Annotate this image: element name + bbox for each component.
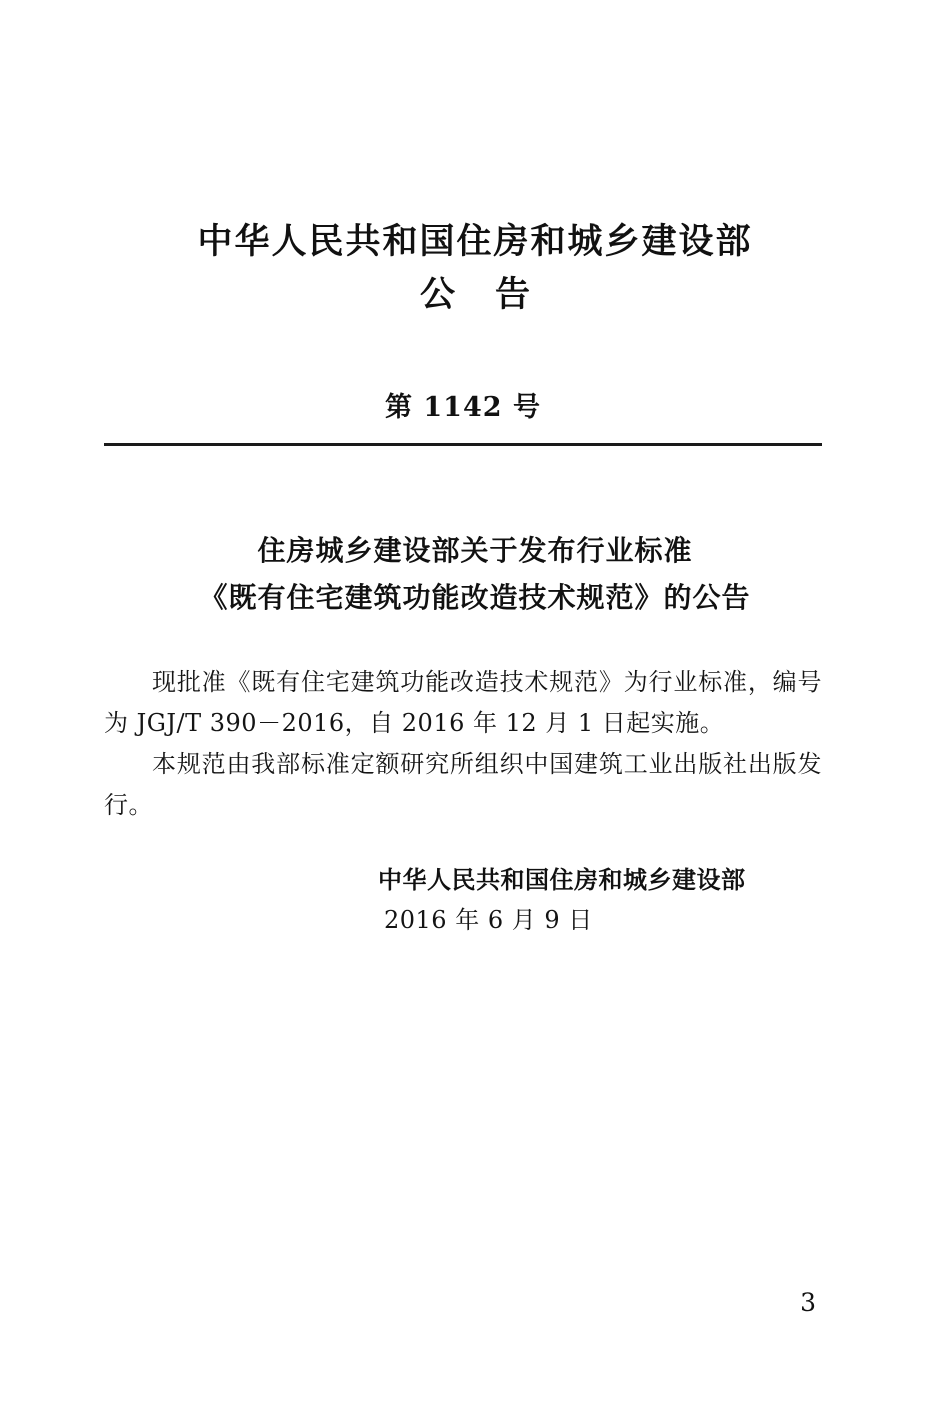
body-paragraph-2: 本规范由我部标准定额研究所组织中国建筑工业出版社出版发行。	[104, 750, 822, 819]
announcement-body	[104, 662, 822, 826]
horizontal-divider	[104, 443, 822, 446]
signature-block	[378, 860, 828, 940]
document-type-heading: 公告	[419, 274, 570, 315]
signature-date: 2016 年 6 月 9 日	[384, 906, 593, 934]
page-number: 3	[800, 1288, 816, 1317]
announcement-title	[0, 527, 950, 621]
announcement-title-line-1: 住房城乡建设部关于发布行业标准	[257, 534, 693, 567]
decree-number: 第 1142 号	[385, 392, 541, 423]
signature-organization: 中华人民共和国住房和城乡建设部	[378, 865, 746, 894]
body-paragraph-1: 现批准《既有住宅建筑功能改造技术规范》为行业标准，编号为 JGJ/T 390－2016，自 2016 年 12 月 1 日起实施。	[104, 668, 822, 737]
announcement-title-line-2: 《既有住宅建筑功能改造技术规范》的公告	[199, 581, 751, 614]
issuing-organization: 中华人民共和国住房和城乡建设部	[197, 221, 753, 262]
masthead	[0, 218, 950, 324]
